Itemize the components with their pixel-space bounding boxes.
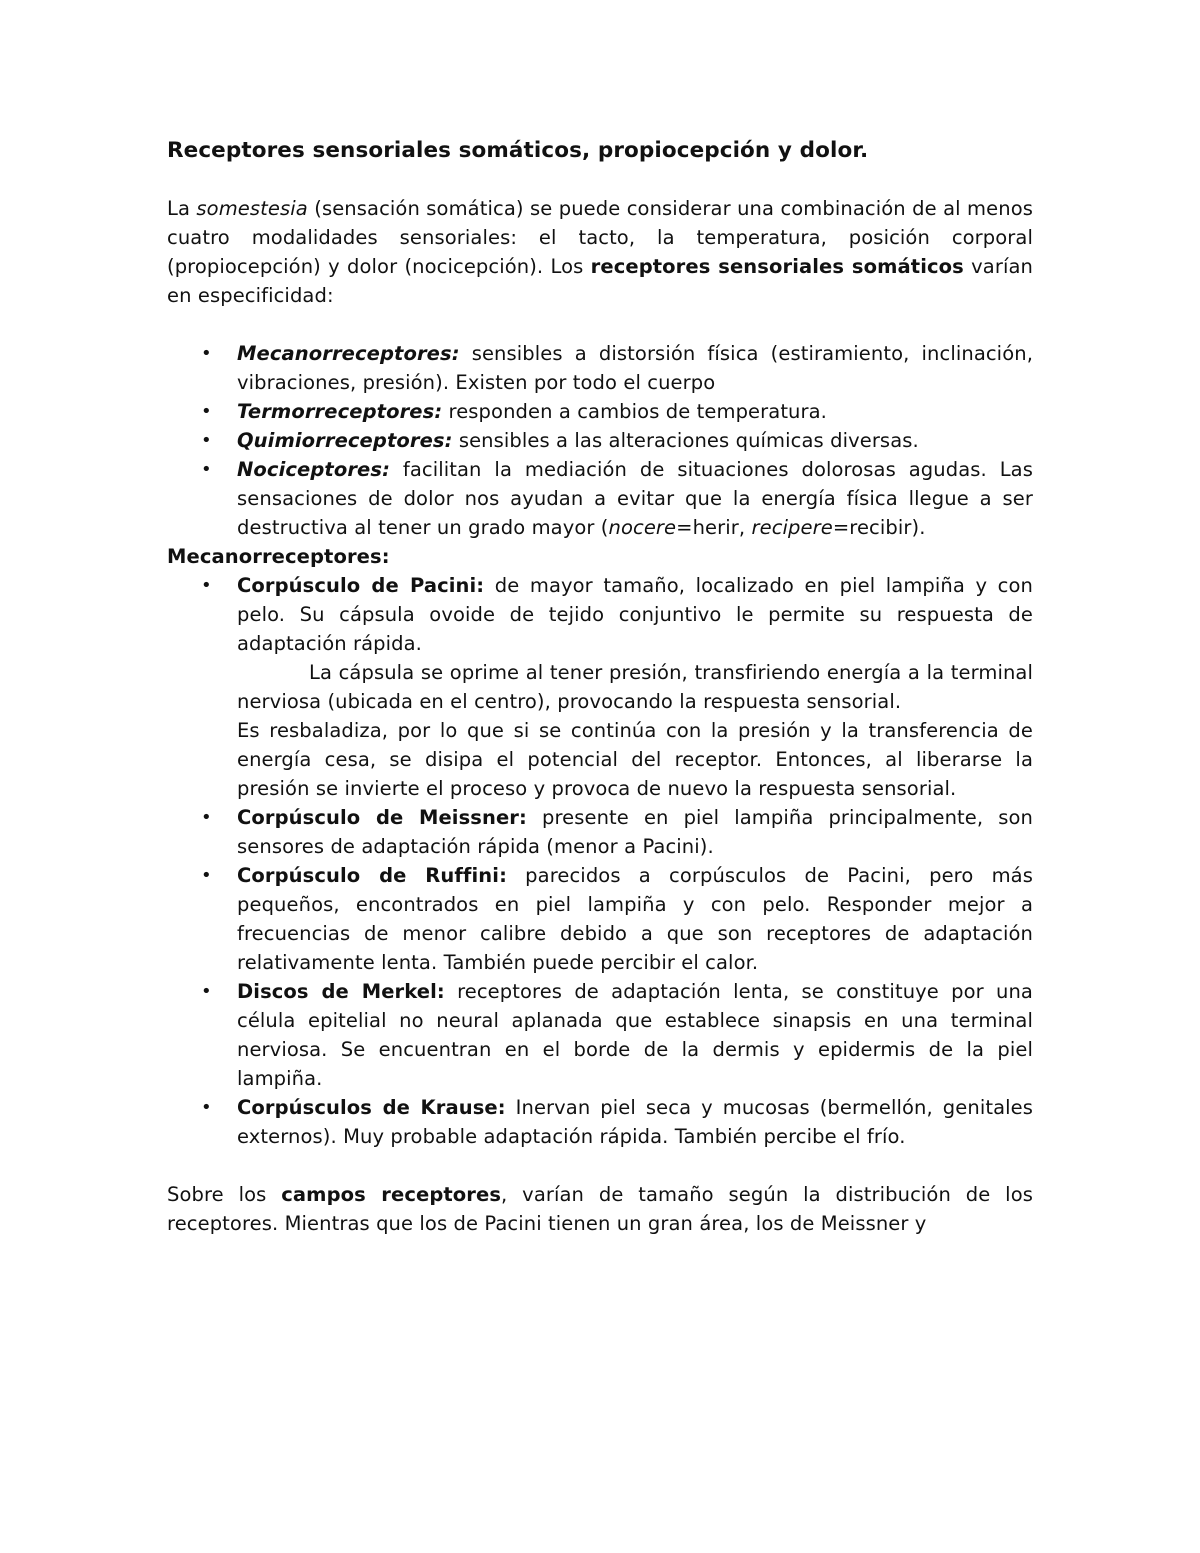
list-item-text: de mayor tamaño, localizado en piel lampiña y con pelo. Su cápsula ovoide de tejido conjuntivo le permite su respuesta de adaptación rápida.	[237, 574, 1033, 655]
list-item-text: sensibles a las alteraciones químicas diversas.	[452, 429, 919, 452]
intro-text: La	[167, 197, 197, 220]
list-item-term: Mecanorreceptores:	[237, 342, 460, 365]
list-item-text: Inervan piel seca y mucosas (bermellón, genitales externos). Muy probable adaptación rápida. También percibe el frío.	[237, 1096, 1033, 1148]
list-item-italic: nocere	[608, 516, 677, 539]
list-item-term: Corpúsculos de Krause:	[237, 1096, 506, 1119]
closing-term: campos receptores	[281, 1183, 502, 1206]
closing-paragraph	[167, 1180, 1033, 1238]
receptor-types-list	[167, 339, 1033, 542]
mechanoreceptors-list	[167, 571, 1033, 1151]
list-item-text: =recibir).	[832, 516, 926, 539]
list-item-term: Corpúsculo de Pacini:	[237, 574, 485, 597]
list-item	[167, 977, 1033, 1093]
list-item-text: facilitan la mediación de situaciones dolorosas agudas. Las sensaciones de dolor nos ayudan a evitar que la energía física llegue a ser destructiva al tener un grado mayor (	[237, 458, 1033, 539]
list-item-term: Corpúsculo de Ruffini:	[237, 864, 507, 887]
list-item-term: Quimiorreceptores:	[237, 429, 453, 452]
list-item	[167, 571, 1033, 803]
list-item-paragraph: La cápsula se oprime al tener presión, transfiriendo energía a la terminal nerviosa (ubicada en el centro), provocando la respuesta sensorial.	[237, 661, 1033, 713]
list-item-paragraph: Es resbaladiza, por lo que si se continúa con la presión y la transferencia de energía cesa, se disipa el potencial del receptor. Entonces, al liberarse la presión se invierte el proceso y provoca de nuevo la respuesta sensorial.	[237, 719, 1033, 800]
list-item	[167, 397, 1033, 426]
list-item-term: Corpúsculo de Meissner:	[237, 806, 527, 829]
list-item	[167, 1093, 1033, 1151]
list-item-term: Nociceptores:	[237, 458, 390, 481]
intro-term-somestesia: somestesia	[196, 197, 308, 220]
list-item-text: presente en piel lampiña principalmente, son sensores de adaptación rápida (menor a Pacini).	[237, 806, 1033, 858]
page-title: Receptores sensoriales somáticos, propiocepción y dolor.	[167, 138, 869, 163]
intro-text: (sensación somática) se puede considerar una combinación de al menos cuatro modalidades sensoriales: el tacto, la temperatura, posición corporal (propiocepción) y dolor (nocicepción). Los	[167, 197, 1034, 278]
section-heading: Mecanorreceptores:	[167, 545, 390, 568]
closing-text: , varían de tamaño según la distribución de los receptores. Mientras que los de Pacini tienen un gran área, los de Meissner y	[167, 1183, 1033, 1235]
list-item-text: sensibles a distorsión física (estiramiento, inclinación, vibraciones, presión). Existen por todo el cuerpo	[237, 342, 1033, 394]
list-item-italic: recipere	[751, 516, 833, 539]
document-body	[167, 136, 1033, 1238]
list-item-text: receptores de adaptación lenta, se constituye por una célula epitelial no neural aplanada que establece sinapsis en una terminal nerviosa. Se encuentran en el borde de la dermis y epidermis de la piel lampiña.	[237, 980, 1033, 1090]
list-item	[167, 455, 1033, 542]
list-item-term: Discos de Merkel:	[237, 980, 445, 1003]
list-item-text: parecidos a corpúsculos de Pacini, pero más pequeños, encontrados en piel lampiña y con pelo. Responder mejor a frecuencias de menor calibre debido a que son receptores de adaptación relativamente lenta. También puede percibir el calor.	[237, 864, 1033, 974]
list-item	[167, 339, 1033, 397]
closing-text: Sobre los	[167, 1183, 282, 1206]
list-item	[167, 861, 1033, 977]
list-item	[167, 426, 1033, 455]
intro-term-receptores: receptores sensoriales somáticos	[590, 255, 964, 278]
list-item	[167, 803, 1033, 861]
list-item-term: Termorreceptores:	[237, 400, 443, 423]
intro-paragraph	[167, 194, 1033, 310]
list-item-text: =herir,	[676, 516, 752, 539]
intro-text: varían en especificidad:	[167, 255, 1033, 307]
list-item-text: responden a cambios de temperatura.	[442, 400, 827, 423]
